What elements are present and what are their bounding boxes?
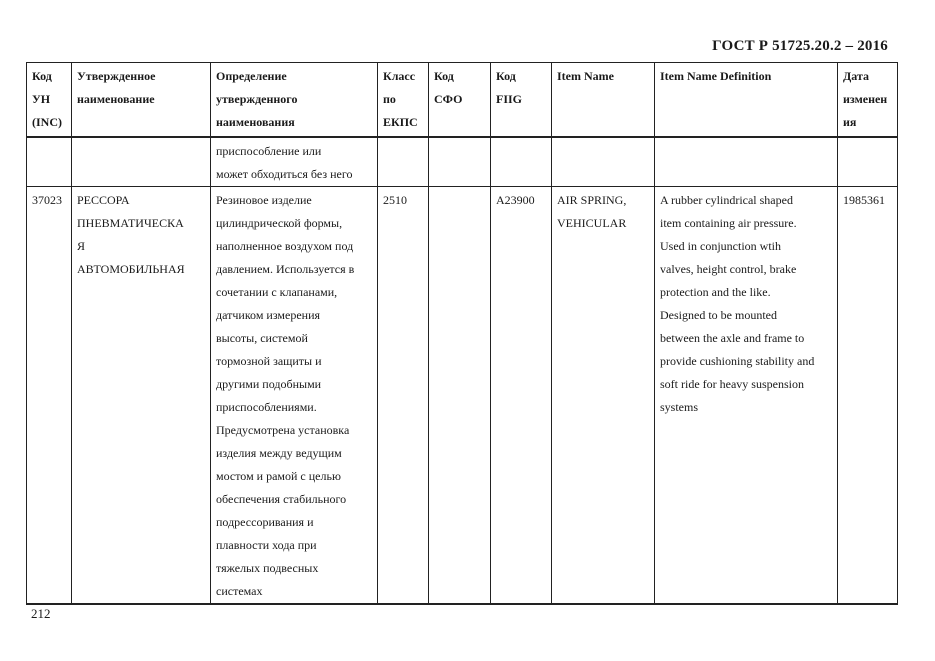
cell-date <box>838 137 898 187</box>
cell-sfo <box>429 187 491 605</box>
header-inc: Код УН (INC) <box>27 63 72 138</box>
cell-fiig <box>491 137 552 187</box>
nomenclature-table <box>26 62 898 605</box>
header-item-name: Item Name <box>552 63 655 138</box>
table-header-row <box>27 63 898 138</box>
cell-item-name: AIR SPRING, VEHICULAR <box>552 187 655 605</box>
cell-class: 2510 <box>378 187 429 605</box>
cell-approved-name: РЕССОРА ПНЕВМАТИЧЕСКА Я АВТОМОБИЛЬНАЯ <box>72 187 211 605</box>
cell-item-name <box>552 137 655 187</box>
table-row-37023 <box>27 187 898 605</box>
cell-sfo <box>429 137 491 187</box>
header-approved-name: Утвержденное наименование <box>72 63 211 138</box>
header-fiig: Код FIIG <box>491 63 552 138</box>
cell-fiig: A23900 <box>491 187 552 605</box>
header-definition: Определение утвержденного наименования <box>211 63 378 138</box>
header-item-name-definition: Item Name Definition <box>655 63 838 138</box>
header-date: Дата изменен ия <box>838 63 898 138</box>
cell-approved-name <box>72 137 211 187</box>
header-sfo: Код СФО <box>429 63 491 138</box>
cell-class <box>378 137 429 187</box>
header-class: Класс по ЕКПС <box>378 63 429 138</box>
table-row-continuation <box>27 137 898 187</box>
cell-definition: приспособление или может обходиться без него <box>211 137 378 187</box>
cell-date: 1985361 <box>838 187 898 605</box>
cell-item-name-definition <box>655 137 838 187</box>
cell-inc: 37023 <box>27 187 72 605</box>
document-standard-header: ГОСТ Р 51725.20.2 – 2016 <box>712 38 888 54</box>
page-number: 212 <box>31 606 51 621</box>
cell-item-name-definition: A rubber cylindrical shaped item containing air pressure. Used in conjunction wtih valves, height control, brake protection and the like. Designed to be mounted between the axle and frame to provide cushioning stability and soft ride for heavy suspension systems <box>655 187 838 605</box>
cell-inc <box>27 137 72 187</box>
cell-definition: Резиновое изделие цилиндрической формы, наполненное воздухом под давлением. Используется в сочетании с клапанами, датчиком измерения высоты, системой тормозной защиты и другими подобными приспособлениями. Предусмотрена установка изделия между ведущим мостом и рамой с целью обеспечения стабильного подрессоривания и плавности хода при тяжелых подвесных системах <box>211 187 378 605</box>
